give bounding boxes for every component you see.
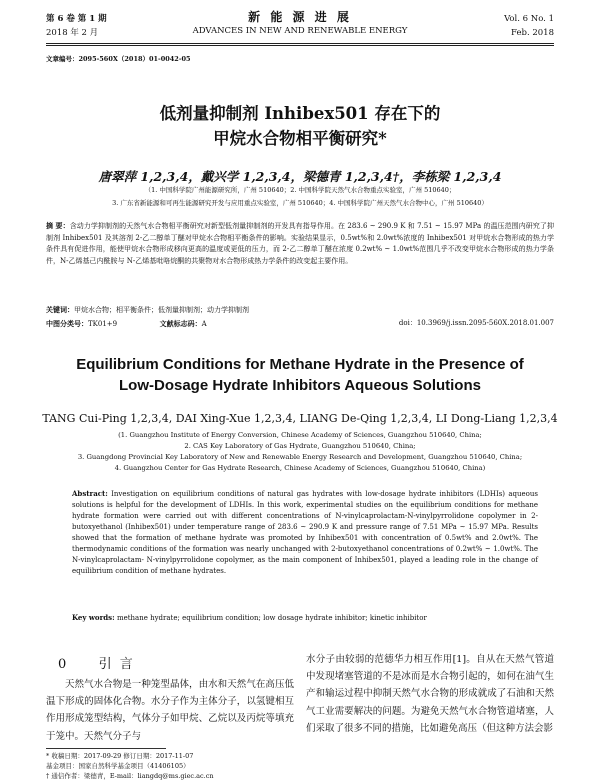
keywords-cn-label: 关键词： [46,305,74,314]
volume-number: Vol. 6 No. 1 [504,14,554,24]
footnote-dates: * 收稿日期：2017-09-29 修订日期：2017-11-07 [46,752,194,760]
doc-code-label: 文献标志码： [159,319,202,328]
issue-date-cn: 2018 年 2 月 [46,28,99,38]
issue-date-en: Feb. 2018 [511,28,554,38]
authors-en: TANG Cui-Ping 1,2,3,4, DAI Xing-Xue 1,2,3,4, LIANG De-Qing 1,2,3,4, LI Dong-Liang 1,2,3,4 [42,412,558,425]
affiliation-en-3: 3. Guangdong Provincial Key Laboratory of New and Renewable Energy Research and Development, Guangzhou 510640, China; [77,453,523,461]
journal-name-cn: 新 能 源 进 展 [248,10,352,24]
affiliation-en [46,430,554,474]
affiliation-cn-line-2: 3. 广东省新能源和可再生能源研究开发与应用重点实验室，广州 510640；4. 中国科学院广州天然气水合物中心，广州 510640） [112,199,488,207]
section-title: 引 言 [98,657,135,672]
title-cn-line-2: 甲烷水合物相平衡研究* [213,129,387,148]
footnote-funding: 基金项目：国家自然科学基金项目（41406105） [46,762,190,770]
clc-value: TK01+9 [88,320,118,328]
header-rule [46,43,554,44]
affiliation-en-4: 4. Guangzhou Center for Gas Hydrate Research, Chinese Academy of Sciences, Guangzhou 510640, China) [114,464,486,472]
abstract-cn-text: 含动力学抑制剂的天然气水合物相平衡研究对新型低剂量抑制剂的开发具有指导作用。在 283.6 ~ 290.9 K 和 7.51 ~ 15.97 MPa 的温压范围内研究了抑制剂 Inhibex501 及其溶剂 2-乙二醇单丁醚对甲烷水合物相平衡条件的影响。实验结果显示，0.5wt%和 2.0wt%浓度的 Inhibex501 对甲烷水合物形成的热力学条件具有促进作用，能使甲烷水合物形成移向更高的温度或更低的压力，而 2-乙二醇单丁醚在浓度 0.2wt% ~ 1.0wt%范围几乎不改变甲烷水合物形成的热力学条件，N-乙烯基己内酰胺与 N-乙烯基吡咯烷酮的共聚物对水合物形成热力学条件的改变起主要作用。 [46,222,554,265]
title-en-line-1: Equilibrium Conditions for Methane Hydrate in the Presence of [76,356,524,373]
keywords-cn-text: 甲烷水合物；相平衡条件；低剂量抑制剂；动力学抑制剂 [74,306,249,314]
section-number: 0 [58,657,69,672]
header-rule-thin [46,45,554,46]
doi[interactable]: doi：10.3969/j.issn.2095-560X.2018.01.007 [398,319,554,327]
body-column-right: 水分子由较弱的范德华力相互作用[1]。自从在天然气管道中发现堵塞管道的不是冰而是水合物引起的，如何在油气生产和输运过程中抑制天然气水合物的形成就成了石油和天然气工业需要解决的问题。为避免天然气水合物管道堵塞，人们采取了很多不同的措施，比如避免高压（但这种方法会影 [306,654,554,734]
abstract-en [72,488,538,577]
keywords-cn [46,304,554,317]
footnote-corresponding-author: † 通信作者：梁德青，E-mail：liangdq@ms.giec.ac.cn [46,772,214,780]
clc-label: 中图分类号： [46,319,88,328]
affiliation-en-2: 2. CAS Key Laboratory of Gas Hydrate, Guangzhou 510640, China; [184,442,416,450]
abstract-en-label: Abstract: [72,489,108,498]
issue-number: 第 6 卷 第 1 期 [46,14,107,24]
footnote-rule [46,748,166,749]
abstract-en-text: Investigation on equilibrium conditions of natural gas hydrates with low-dosage hydrate inhibitors (LDHIs) aqueous solutions is helpful for the development of LDHIs. In this work, experimental studies on the equilibrium conditions for methane hydrate formation were carried out with different concentrations of N-vinylcaprolactam-N-vinylpyrrolidone copolymer in 2-butoxyethanol (Inhibex501) under temperature range of 283.6 ~ 290.9 K and pressure range of 7.51 MPa ~ 15.97 MPa. Results showed that the formation of methane hydrate was promoted by Inhibex501 with concentration of 0.5wt% and 2.0wt%. The thermodynamic conditions of the formation was nearly unchanged with 2-butoxyethanol concentrations of 0.2wt% ~ 1.0wt%. The N-vinylcaprolactam- N-vinylpyrrolidone copolymer, as the main component of Inhibex501, played a leading role in the change of equilibrium condition of methane hydrates. [72,490,538,575]
affiliation-en-1: (1. Guangzhou Institute of Energy Conversion, Chinese Academy of Sciences, Guangzhou 510640, China; [118,431,482,439]
classification-line [46,318,554,331]
keywords-en [72,612,538,624]
article-number: 文章编号：2095-560X（2018）01-0042-05 [46,55,191,63]
footnotes [46,751,346,781]
journal-volume [504,12,554,40]
journal-name-en: ADVANCES IN NEW AND RENEWABLE ENERGY [192,26,408,36]
title-cn-line-1: 低剂量抑制剂 Inhibex501 存在下的 [159,104,441,123]
affiliation-cn-line-1: （1. 中国科学院广州能源研究所，广州 510640；2. 中国科学院天然气水合物重点实验室，广州 510640； [144,186,456,194]
body-column-left: 天然气水合物是一种笼型晶体，由水和天然气在高压低温下形成的固体化合物。水分子作为主体分子，以氢键相互作用形成笼型结构，气体分子如甲烷、乙烷以及丙烷等填充于笼中。天然气分子与 [46,679,294,742]
abstract-cn-label: 摘 要： [46,221,70,230]
title-en-line-2: Low-Dosage Hydrate Inhibitors Aqueous Solutions [119,377,481,394]
abstract-cn [46,220,554,267]
keywords-en-text: methane hydrate; equilibrium condition; low dosage hydrate inhibitor; kinetic inhibitor [116,614,427,622]
keywords-en-label: Key words: [72,613,115,622]
authors-cn: 唐翠萍 1,2,3,4，戴兴学 1,2,3,4，梁德青 1,2,3,4†，李栋梁 1,2,3,4 [98,169,502,184]
doc-code-value: A [201,320,207,328]
section-heading [58,653,135,672]
